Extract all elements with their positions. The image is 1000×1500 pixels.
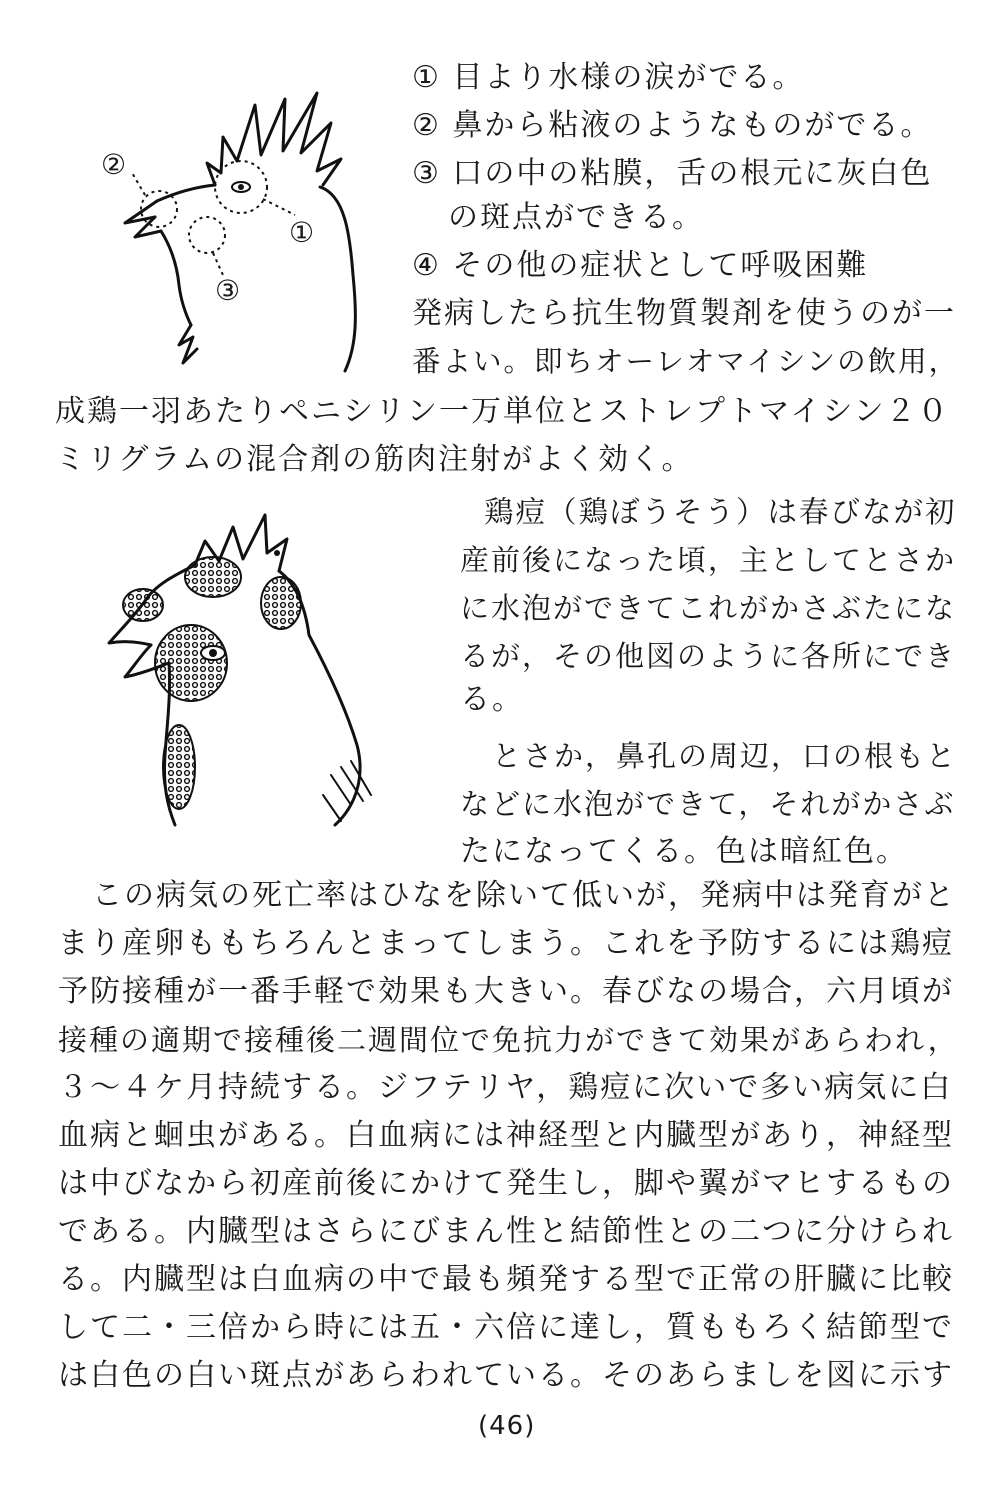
symptom-line-1: ① 目より水様の涙がでる。 [412,60,805,95]
figure-label-2: ② [101,148,129,181]
fowlpox-line-8: たになってくる。色は暗紅色。 [460,834,908,869]
treatment-line-3: 成鶏一羽あたりペニシリン一万単位とストレプトマイシン２０ [55,394,950,429]
symptom-line-4: ④ その他の症状として呼吸困難 [412,248,869,283]
rooster-diagram-symptoms [95,75,405,375]
treatment-line-2: 番よい。即ちオーレオマイシンの飲用， [412,345,960,378]
symptom-line-3-cont: の斑点ができる。 [448,200,704,235]
fowlpox-line-2: 産前後になった頃，主としてとさか [460,543,957,577]
figure-label-3: ③ [215,274,243,307]
treatment-line-4: ミリグラムの混合剤の筋肉注射がよく効く。 [55,442,694,477]
fowlpox-line-5: る。 [460,682,524,717]
fowlpox-line-6: とさか，鼻孔の周辺，口の根もと [492,739,958,773]
treatment-line-1: 発病したら抗生物質製剤を使うのが一 [412,296,956,331]
body-line-9: る。内臓型は白血病の中で最も頻発する型で正常の肝臓に比較 [58,1262,954,1297]
body-line-6: 血病と蛔虫がある。白血病には神経型と内臓型があり，神経型 [58,1118,954,1153]
rooster-diagram-fowlpox [95,505,405,845]
body-line-4: 接種の適期で接種後二週間位で免抗力ができて効果があらわれ， [58,1023,959,1057]
symptom-line-3: ③ 口の中の粘膜，舌の根元に灰白色 [412,156,933,191]
body-line-10: して二・三倍から時には五・六倍に達し，質ももろく結節型で [58,1310,954,1345]
figure-label-1: ① [289,216,317,249]
fowlpox-line-7: などに水泡ができて，それがかさぶ [460,787,956,821]
fowlpox-line-3: に水泡ができてこれがかさぶたにな [460,591,957,625]
fowlpox-line-4: るが，その他図のように各所にでき [460,639,957,673]
body-line-1: この病気の死亡率はひなを除いて低いが，発病中は発育がと [92,878,956,913]
fowlpox-line-1: 鶏痘（鶏ぼうそう）は春びなが初 [484,495,957,529]
body-line-2: まり産卵ももちろんとまってしまう。これを予防するには鶏痘 [58,926,954,961]
body-line-3: 予防接種が一番手軽で効果も大きい。春びなの場合，六月頃が [58,974,954,1009]
body-line-11: は白色の白い斑点があらわれている。そのあらましを図に示す [58,1358,954,1393]
body-line-7: は中びなから初産前後にかけて発生し，脚や翼がマヒするもの [58,1166,954,1201]
page-number: (46) [478,1411,536,1441]
symptom-line-2: ② 鼻から粘液のようなものがでる。 [412,108,933,143]
body-line-5: ３～４ケ月持続する。ジフテリヤ，鶏痘に次いで多い病気に白 [58,1070,953,1105]
body-line-8: である。内臓型はさらにびまん性と結節性との二つに分けられ [58,1214,954,1249]
